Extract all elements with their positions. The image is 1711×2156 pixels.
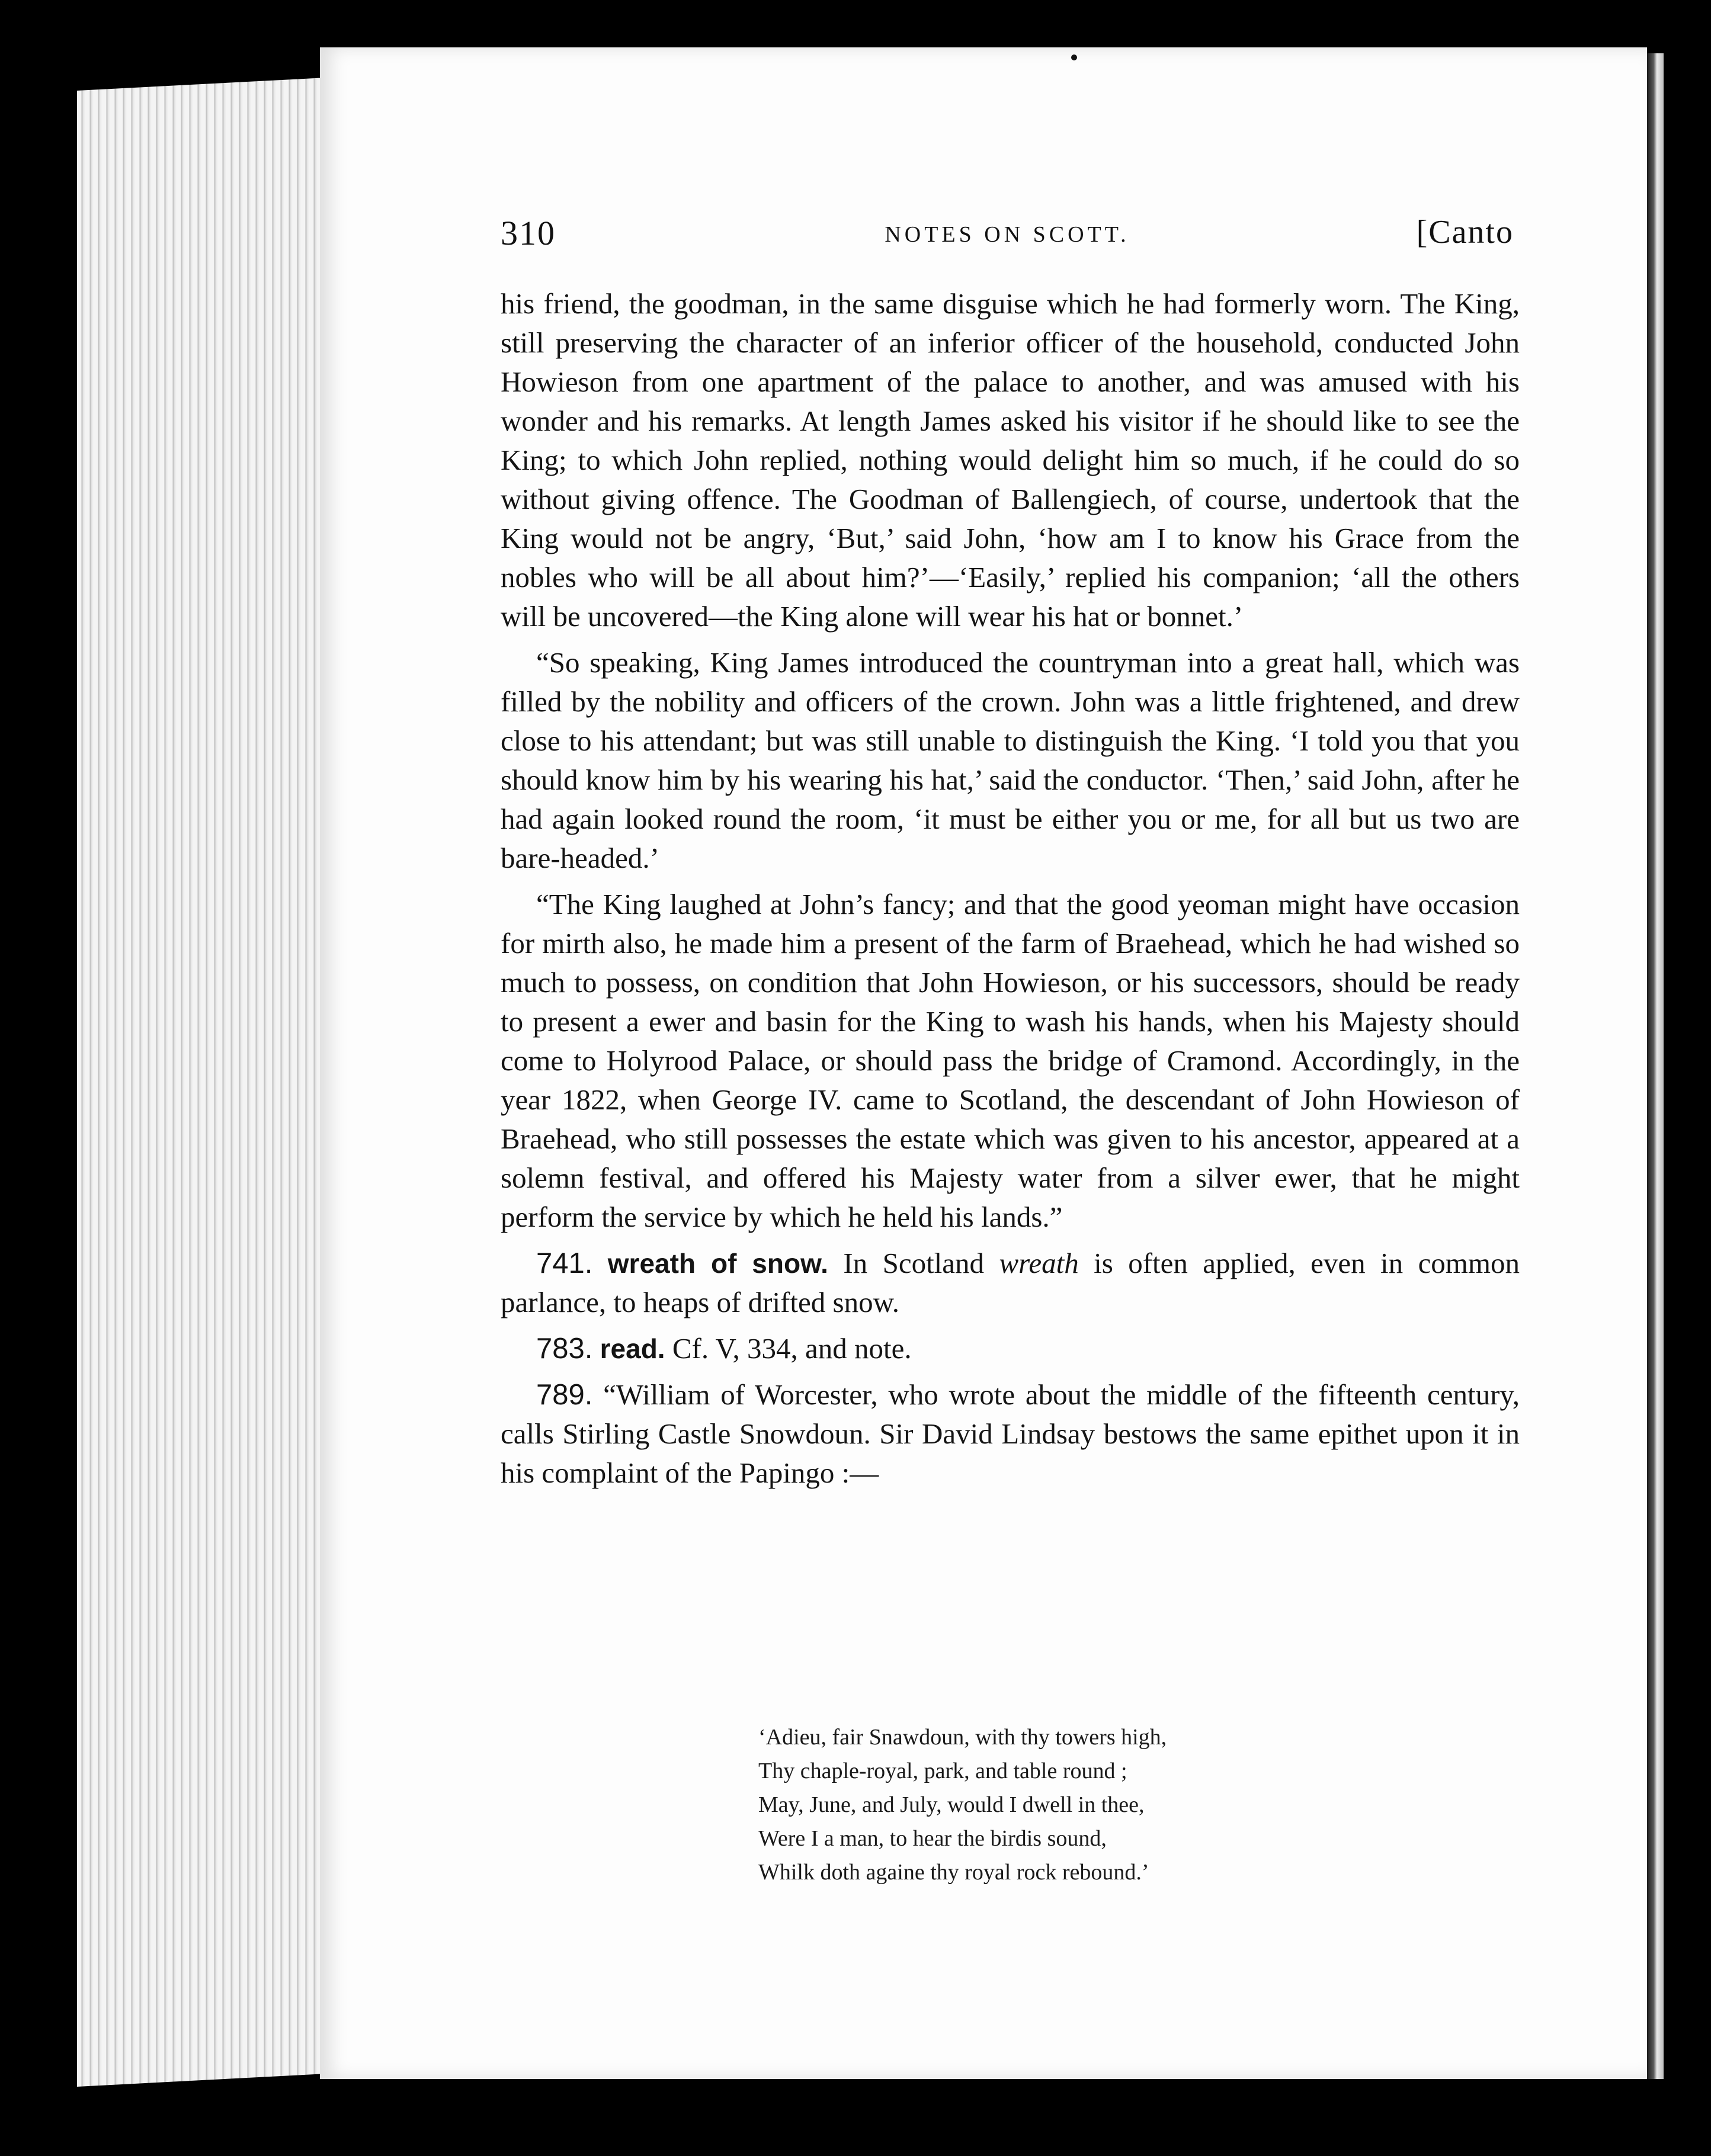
note-lemma: wreath of snow. (607, 1248, 828, 1279)
note-783 (501, 1329, 1520, 1368)
verse-line: Were I a man, to hear the birdis sound, (758, 1826, 1107, 1851)
note-italic-term: wreath (999, 1247, 1079, 1279)
verse-line: Whilk doth againe thy royal rock rebound.’ (758, 1860, 1149, 1885)
running-section: [Canto (1416, 214, 1514, 251)
note-789 (501, 1375, 1520, 1493)
facing-page-edge (1647, 53, 1664, 2079)
paragraph: “The King laughed at John’s fancy; and that the good yeoman might have occasion for mirth also, he made him a present of the farm of Braehead, which he had wished so much to possess, on condition that John Howieson, or his successors, should be ready to present a ewer and basin for the King to wash his hands, when his Majesty should come to Holyrood Palace, or should pass the bridge of Cramond. Accordingly, in the year 1822, when George IV. came to Scotland, the descendant of John Howieson of Braehead, who still possesses the estate which was given to his ancestor, appeared at a solemn festival, and offered his Majesty water from a silver ewer, that he might perform the service by which he held his lands.” (501, 888, 1520, 1233)
note-text: Cf. V, 334, and note. (672, 1332, 912, 1365)
paragraph: “So speaking, King James introduced the countryman into a great hall, which was filled by the nobility and officers of the crown. John was a little frightened, and drew close to his attendant; but was still unable to distinguish the King. ‘I told you that you should know him by his wearing his hat,’ said the conductor. ‘Then,’ said John, after he had again looked round the room, ‘it must be either you or me, for all but us two are bare-headed.’ (501, 646, 1520, 874)
note-text: In Scotland (843, 1247, 985, 1279)
page-number: 310 (501, 214, 556, 252)
running-title: NOTES ON SCOTT. (885, 222, 1130, 247)
verse-line: May, June, and July, would I dwell in thee, (758, 1792, 1145, 1817)
verse-line: ‘Adieu, fair Snawdoun, with thy towers high, (758, 1725, 1167, 1750)
verse-quotation (758, 1721, 1167, 1889)
note-number: 783. (536, 1333, 593, 1365)
note-lemma: read. (600, 1333, 665, 1364)
ink-speck (1071, 54, 1077, 60)
note-text: is often applied, even in common parlance, to heaps of drifted snow. (501, 1247, 1520, 1318)
running-head (501, 213, 1514, 261)
note-741 (501, 1244, 1520, 1322)
body-text (501, 284, 1520, 1500)
note-text: “William of Worcester, who wrote about the middle of the fifteenth century, calls Stirling Castle Snowdoun. Sir David Lindsay bestows the same epithet upon it in his complaint of the Papingo :— (501, 1378, 1520, 1489)
note-number: 741. (536, 1247, 593, 1279)
verse-line: Thy chaple-royal, park, and table round ; (758, 1759, 1127, 1783)
page-edges (77, 77, 338, 2087)
note-number: 789. (536, 1379, 593, 1411)
paragraph: his friend, the goodman, in the same disguise which he had formerly worn. The King, still preserving the character of an inferior officer of the household, conducted John Howieson from one apartment of the palace to another, and was amused with his wonder and his remarks. At length James asked his visitor if he should like to see the King; to which John replied, nothing would delight him so much, if he could do so without giving offence. The Goodman of Ballengiech, of course, undertook that the King would not be angry, ‘But,’ said John, ‘how am I to know his Grace from the nobles who will be all about him?’—‘Easily,’ replied his companion; ‘all the others will be uncovered—the King alone will wear his hat or bonnet.’ (501, 287, 1520, 633)
